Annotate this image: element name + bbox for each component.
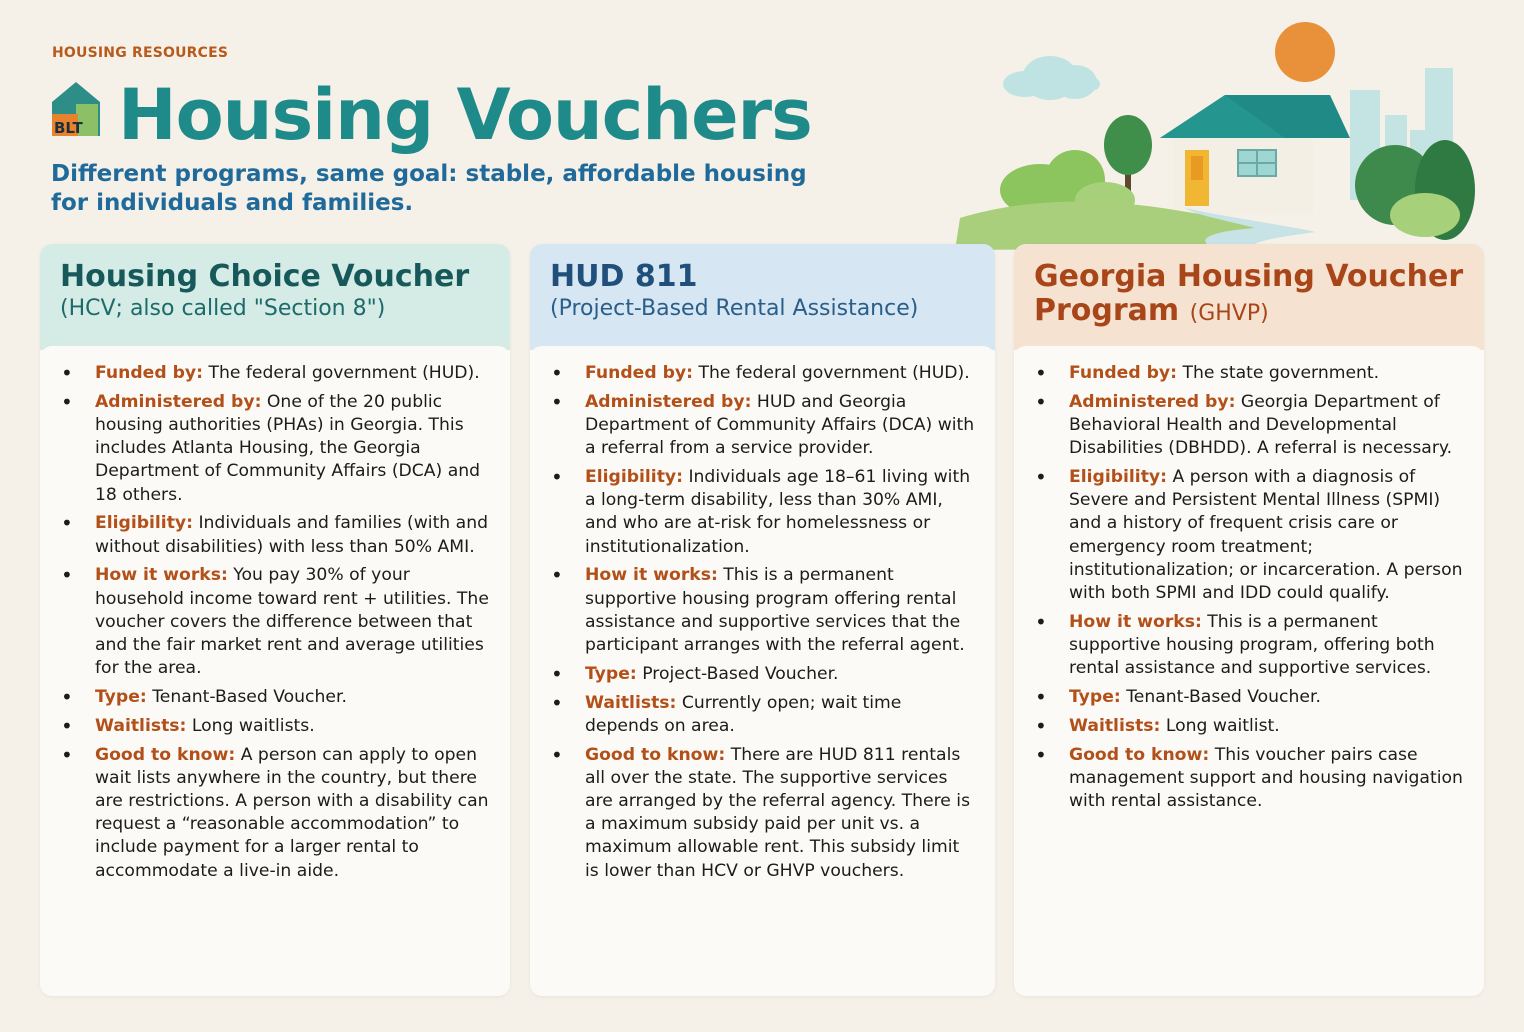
list-item: • How it works: You pay 30% of your household income toward rent + utilities. The voucher covers the difference between that and the fair market rent and average utilities for the area. [60,564,490,680]
list-item: • Funded by: The state government. [1034,362,1464,385]
list-item: • How it works: This is a permanent supportive housing program offering rental assistance and supportive services that the participant arranges with the referral agent. [550,564,975,657]
list-item: • Eligibility: Individuals age 18–61 living with a long-term disability, less than 30% AMI, and who are at-risk for homelessness or institutionalization. [550,466,975,559]
list-item: • Waitlists: Currently open; wait time depends on area. [550,692,975,738]
card-list [60,362,490,883]
card-title: Georgia Housing Voucher Program (GHVP) [1034,259,1464,328]
page-title: Housing Vouchers [118,74,812,156]
cloud-icon [1003,56,1100,100]
list-item: • Waitlists: Long waitlists. [60,715,490,738]
card-ghvp [1014,244,1484,996]
svg-text:BLT: BLT [54,119,83,137]
list-item: • Waitlists: Long waitlist. [1034,715,1464,738]
house-illustration [955,20,1495,250]
card-subtitle: (Project-Based Rental Assistance) [550,296,919,321]
list-item: • Administered by: HUD and Georgia Department of Community Affairs (DCA) with a referral from a service provider. [550,391,975,461]
card-list [1034,362,1464,813]
list-item: • Type: Tenant-Based Voucher. [60,686,490,709]
eyebrow-label: HOUSING RESOURCES [52,45,229,61]
card-hud811 [530,244,995,996]
card-subtitle: (HCV; also called "Section 8") [60,296,386,321]
sun-icon [1275,22,1335,82]
card-subtitle: (GHVP) [1189,301,1269,326]
card-title: HUD 811 [550,259,698,294]
list-item: • Good to know: A person can apply to open wait lists anywhere in the country, but there are restrictions. A person with a disability can request a “reasonable accommodation” to include payment for a larger rental to accommodate a live-in aide. [60,744,490,883]
page-subtitle: Different programs, same goal: stable, affordable housing for individuals and families. [51,161,807,216]
list-item: • Good to know: This voucher pairs case management support and housing navigation with rental assistance. [1034,744,1464,814]
list-item: • Funded by: The federal government (HUD). [550,362,975,385]
house-icon [1160,95,1350,215]
list-item: • Administered by: One of the 20 public housing authorities (PHAs) in Georgia. This includes Atlanta Housing, the Georgia Department of Community Affairs (DCA) and 18 others. [60,391,490,507]
list-item: • How it works: This is a permanent supportive housing program, offering both rental assistance and supportive services. [1034,611,1464,681]
card-title: Housing Choice Voucher [60,259,470,294]
list-item: • Type: Project-Based Voucher. [550,663,975,686]
list-item: • Funded by: The federal government (HUD). [60,362,490,385]
card-list [550,362,975,883]
card-hcv [40,244,510,996]
list-item: • Type: Tenant-Based Voucher. [1034,686,1464,709]
list-item: • Good to know: There are HUD 811 rentals all over the state. The supportive services are arranged by the referral agency. There is a maximum subsidy paid per unit vs. a maximum allowable rent. This subsidy limit is lower than HCV or GHVP vouchers. [550,744,975,883]
list-item: • Eligibility: A person with a diagnosis of Severe and Persistent Mental Illness (SPMI) and a history of frequent crisis care or emergency room treatment; institutionalization; or incarceration. A person with both SPMI and IDD could qualify. [1034,466,1464,605]
blt-logo [50,80,102,138]
list-item: • Eligibility: Individuals and families (with and without disabilities) with less than 50% AMI. [60,512,490,558]
list-item: • Administered by: Georgia Department of Behavioral Health and Developmental Disabilities (DBHDD). A referral is necessary. [1034,391,1464,461]
